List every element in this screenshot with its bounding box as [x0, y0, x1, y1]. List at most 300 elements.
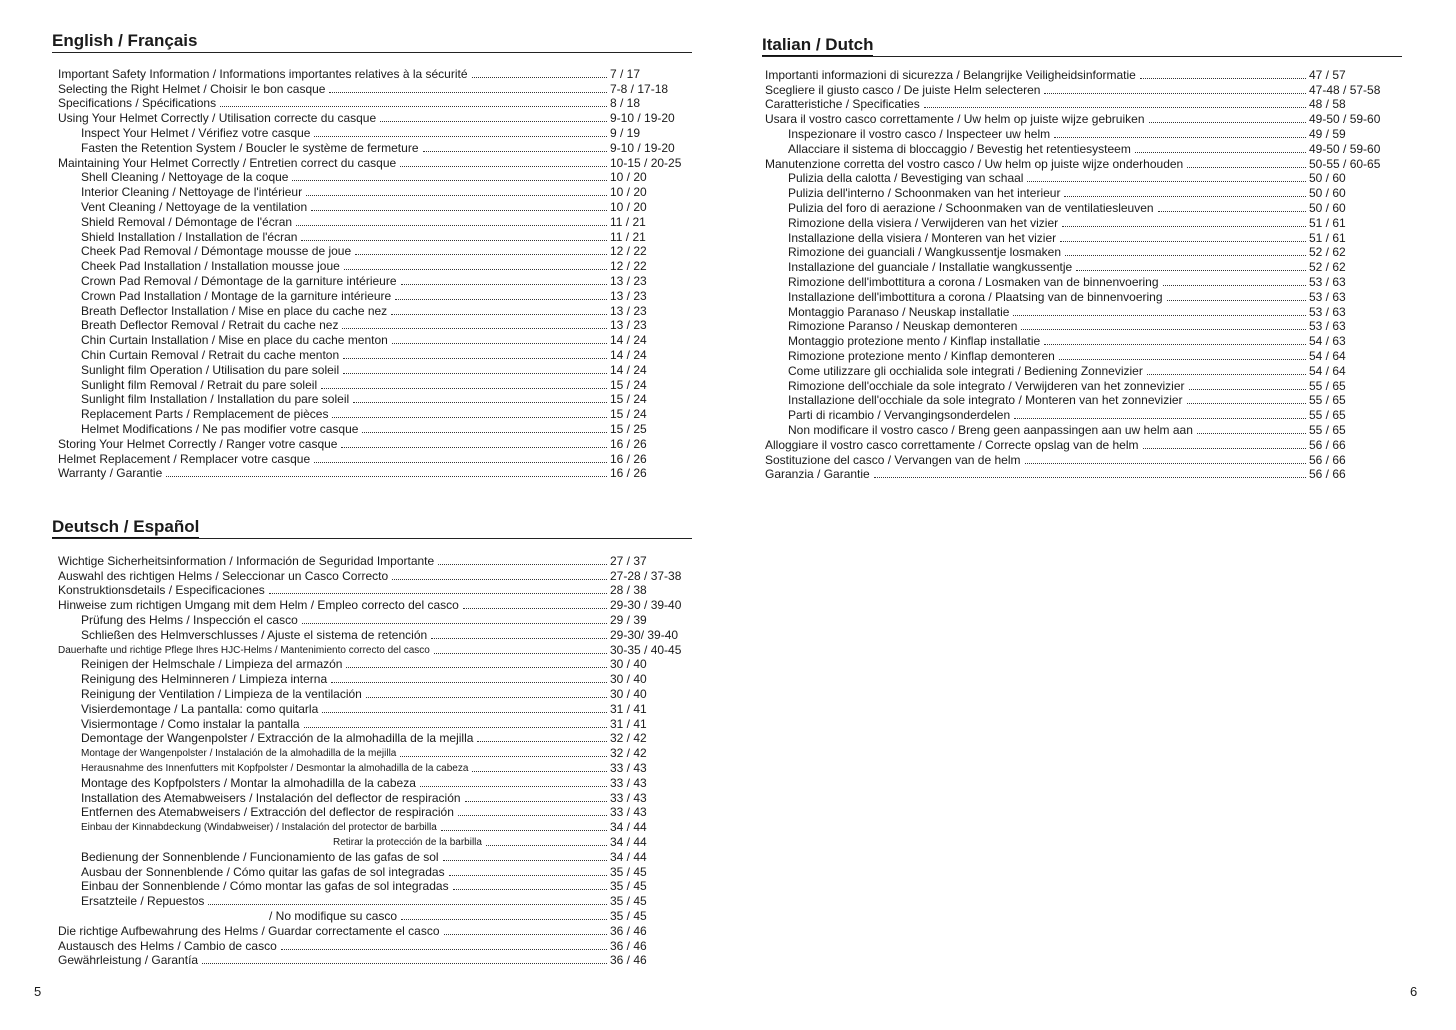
- toc-leader-dots: [281, 949, 607, 950]
- toc-entry-page: 14 / 24: [610, 333, 647, 348]
- toc-entry-label: Non modificare il vostro casco / Breng geen aanpassingen aan uw helm aan: [788, 422, 1193, 437]
- toc-entry: [765, 422, 1397, 437]
- toc-entry: [765, 363, 1397, 378]
- toc-entry-page: 56 / 66: [1309, 437, 1346, 452]
- toc-leader-dots: [472, 77, 607, 78]
- toc-leader-dots: [1044, 344, 1306, 345]
- toc-leader-dots: [366, 697, 607, 698]
- toc-entry-label: Sostituzione del casco / Vervangen van de helm: [765, 452, 1021, 467]
- toc-leader-dots: [343, 373, 607, 374]
- toc-leader-dots: [331, 682, 607, 683]
- toc-leader-dots: [1135, 152, 1306, 153]
- toc-entry-label: Pulizia dell'interno / Schoonmaken van het interieur: [788, 186, 1061, 201]
- toc-entry-page: 33 / 43: [610, 775, 647, 790]
- toc-entry-page: 15 / 24: [610, 377, 647, 392]
- toc-leader-dots: [1147, 374, 1306, 375]
- toc-leader-dots: [391, 314, 607, 315]
- toc-leader-dots: [353, 402, 607, 403]
- toc-leader-dots: [1013, 315, 1306, 316]
- toc-entry: [58, 953, 692, 968]
- toc-entry-label: Sunlight film Installation / Installation du pare soleil: [81, 392, 350, 407]
- toc-leader-dots: [321, 388, 607, 389]
- toc-entry: [765, 467, 1397, 482]
- toc-entry-label: Installazione del guanciale / Installatie wangkussentje: [788, 260, 1073, 275]
- toc-entry: [58, 288, 692, 303]
- toc-entry-label: Maintaining Your Helmet Correctly / Entretien correct du casque: [58, 155, 397, 170]
- toc-entry-label: Inspezionare il vostro casco / Inspecteer uw helm: [788, 126, 1051, 141]
- toc-leader-dots: [1025, 463, 1307, 464]
- toc-entry-label: Einbau der Sonnenblende / Cómo montar las gafas de sol integradas: [81, 879, 449, 894]
- toc-entry-page: 52 / 62: [1309, 245, 1346, 260]
- toc-entry-label: Helmet Modifications / Ne pas modifier votre casque: [81, 421, 359, 436]
- toc-entry: [58, 96, 692, 111]
- toc-leader-dots: [400, 756, 607, 757]
- toc-leader-dots: [296, 225, 607, 226]
- toc-leader-dots: [166, 476, 607, 477]
- toc-entry-page: 33 / 43: [610, 790, 647, 805]
- toc-entry: [58, 451, 692, 466]
- toc-entry: [58, 834, 692, 849]
- toc-entry-label: Inspect Your Helmet / Vérifiez votre casque: [81, 125, 311, 140]
- toc-entry-label: Sunlight film Removal / Retrait du pare soleil: [81, 377, 318, 392]
- toc-entry-label: Selecting the Right Helmet / Choisir le bon casque: [58, 81, 326, 96]
- toc-entry: [58, 760, 692, 775]
- toc-leader-dots: [449, 875, 607, 876]
- toc-entry-page: 16 / 26: [610, 466, 647, 481]
- toc-leader-dots: [400, 166, 607, 167]
- toc-entry-label: Visierdemontage / La pantalla: como quitarla: [81, 701, 319, 716]
- toc-entry: [58, 745, 692, 760]
- toc-entry-label: Shield Removal / Démontage de l'écran: [81, 214, 293, 229]
- toc-entry: [765, 141, 1397, 156]
- toc-entry-page: 33 / 43: [610, 760, 647, 775]
- toc-leader-dots: [441, 830, 607, 831]
- toc-leader-dots: [434, 653, 607, 654]
- toc-list: [58, 553, 692, 967]
- toc-leader-dots: [355, 254, 607, 255]
- toc-leader-dots: [343, 358, 607, 359]
- toc-entry-page: 35 / 45: [610, 864, 647, 879]
- toc-entry-page: 54 / 63: [1309, 334, 1346, 349]
- toc-leader-dots: [362, 432, 607, 433]
- toc-entry: [58, 923, 692, 938]
- toc-leader-dots: [477, 741, 607, 742]
- toc-entry-page: 55 / 65: [1309, 408, 1346, 423]
- toc-leader-dots: [1064, 196, 1306, 197]
- toc-entry-label: Allacciare il sistema di bloccaggio / Bevestig het retentiesysteem: [788, 141, 1131, 156]
- toc-entry-page: 8 / 18: [610, 96, 641, 111]
- toc-entry-label: Cheek Pad Removal / Démontage mousse de joue: [81, 244, 352, 259]
- toc-entry-page: 34 / 44: [610, 834, 647, 849]
- toc-leader-dots: [344, 269, 607, 270]
- toc-entry-label: Importanti informazioni di sicurezza / Belangrijke Veiligheidsinformatie: [765, 67, 1136, 82]
- toc-leader-dots: [1021, 329, 1306, 330]
- toc-entry-label: Helmet Replacement / Remplacer votre casque: [58, 451, 311, 466]
- toc-entry: [58, 938, 692, 953]
- toc-leader-dots: [311, 210, 607, 211]
- toc-entry-label: Schließen des Helmverschlusses / Ajuste el sistema de retención: [81, 627, 428, 642]
- toc-entry: [58, 258, 692, 273]
- toc-entry-page: 52 / 62: [1309, 260, 1346, 275]
- toc-entry-label: Wichtige Sicherheitsinformation / Información de Seguridad Importante: [58, 553, 435, 568]
- toc-entry-page: 15 / 24: [610, 392, 647, 407]
- toc-entry: [58, 125, 692, 140]
- toc-entry: [58, 849, 692, 864]
- toc-entry-page: 54 / 64: [1309, 363, 1346, 378]
- toc-entry-label: Garanzia / Garantie: [765, 467, 870, 482]
- toc-entry: [58, 244, 692, 259]
- toc-entry-label: Retirar la protección de la barbilla: [333, 836, 482, 848]
- toc-entry-label: Storing Your Helmet Correctly / Ranger votre casque: [58, 436, 338, 451]
- toc-entry: [58, 731, 692, 746]
- toc-leader-dots: [1163, 285, 1306, 286]
- toc-leader-dots: [342, 328, 607, 329]
- toc-entry-page: 28 / 38: [610, 583, 647, 598]
- toc-entry: [58, 657, 692, 672]
- toc-entry-page: 11 / 21: [610, 229, 646, 244]
- toc-entry-label: Auswahl des richtigen Helms / Seleccionar un Casco Correcto: [58, 568, 389, 583]
- toc-entry-label: Vent Cleaning / Nettoyage de la ventilation: [81, 199, 308, 214]
- toc-leader-dots: [332, 417, 607, 418]
- toc-entry: [58, 421, 692, 436]
- toc-entry-page: 30-35 / 40-45: [610, 642, 682, 657]
- toc-entry: [765, 348, 1397, 363]
- toc-entry: [58, 155, 692, 170]
- toc-leader-dots: [1054, 137, 1306, 138]
- toc-entry-page: 16 / 26: [610, 436, 647, 451]
- toc-entry: [765, 171, 1397, 186]
- toc-entry-label: Hinweise zum richtigen Umgang mit dem Helm / Empleo correcto del casco: [58, 598, 459, 613]
- toc-entry-page: 9 / 19: [610, 125, 641, 140]
- toc-leader-dots: [924, 107, 1306, 108]
- toc-entry: [58, 170, 692, 185]
- toc-entry: [58, 612, 692, 627]
- toc-entry: [58, 332, 692, 347]
- toc-entry-page: 11 / 21: [610, 214, 646, 229]
- toc-entry: [58, 199, 692, 214]
- toc-entry-page: 33 / 43: [610, 805, 647, 820]
- toc-entry-label: Breath Deflector Installation / Mise en place du cache nez: [81, 303, 388, 318]
- toc-entry-label: Rimozione della visiera / Verwijderen van het vizier: [788, 215, 1059, 230]
- toc-entry: [58, 436, 692, 451]
- toc-entry-page: 14 / 24: [610, 362, 647, 377]
- toc-entry-label: Interior Cleaning / Nettoyage de l'intérieur: [81, 185, 303, 200]
- toc-entry-label: Montaggio Paranaso / Neuskap installatie: [788, 304, 1010, 319]
- toc-entry-label: Dauerhafte und richtige Pflege Ihres HJC-Helms / Mantenimiento correcto del casco: [58, 644, 430, 656]
- toc-entry: [58, 318, 692, 333]
- toc-entry-page: 30 / 40: [610, 657, 647, 672]
- toc-leader-dots: [292, 180, 607, 181]
- toc-entry-page: 32 / 42: [610, 731, 647, 746]
- toc-entry: [765, 215, 1397, 230]
- toc-entry-page: 56 / 66: [1309, 467, 1346, 482]
- toc-leader-dots: [453, 889, 607, 890]
- toc-entry-label: Austausch des Helms / Cambio de casco: [58, 938, 277, 953]
- toc-entry: [58, 362, 692, 377]
- toc-entry-label: Installation des Atemabweisers / Instalación del deflector de respiración: [81, 790, 461, 805]
- toc-entry: [58, 893, 692, 908]
- toc-entry-label: Replacement Parts / Remplacement de pièces: [81, 407, 329, 422]
- toc-leader-dots: [1027, 181, 1306, 182]
- toc-entry-label: Parti di ricambio / Vervangingsonderdelen: [788, 408, 1011, 423]
- toc-entry: [58, 701, 692, 716]
- toc-entry: [765, 200, 1397, 215]
- toc-entry-label: Chin Curtain Installation / Mise en place du cache menton: [81, 333, 388, 348]
- toc-entry-page: 27-28 / 37-38: [610, 568, 682, 583]
- toc-entry: [58, 347, 692, 362]
- toc-entry-page: 36 / 46: [610, 923, 647, 938]
- toc-leader-dots: [463, 608, 607, 609]
- toc-entry: [58, 671, 692, 686]
- toc-leader-dots: [1014, 418, 1306, 419]
- toc-entry: [58, 303, 692, 318]
- toc-entry-page: 54 / 64: [1309, 348, 1346, 363]
- toc-leader-dots: [1189, 389, 1306, 390]
- toc-entry-page: 29 / 39: [610, 612, 647, 627]
- toc-entry-page: 53 / 63: [1309, 289, 1346, 304]
- toc-entry-label: Come utilizzare gli occhialida sole integrati / Bediening Zonnevizier: [788, 363, 1143, 378]
- toc-leader-dots: [1065, 255, 1306, 256]
- toc-entry-label: Fasten the Retention System / Boucler le système de fermeture: [81, 140, 419, 155]
- toc-entry-label: Shell Cleaning / Nettoyage de la coque: [81, 170, 289, 185]
- toc-leader-dots: [220, 106, 607, 107]
- toc-entry: [765, 289, 1397, 304]
- toc-leader-dots: [329, 92, 607, 93]
- toc-entry-page: 10 / 20: [610, 185, 647, 200]
- toc-entry-page: 13 / 23: [610, 288, 647, 303]
- toc-leader-dots: [874, 477, 1306, 478]
- section-title: English / Français: [52, 31, 198, 50]
- toc-entry-label: Using Your Helmet Correctly / Utilisation correcte du casque: [58, 111, 377, 126]
- toc-leader-dots: [401, 284, 608, 285]
- toc-entry-page: 14 / 24: [610, 347, 647, 362]
- toc-entry: [58, 553, 692, 568]
- toc-entry: [58, 184, 692, 199]
- toc-entry-page: 15 / 25: [610, 421, 647, 436]
- toc-entry-label: Crown Pad Removal / Démontage de la garniture intérieure: [81, 273, 397, 288]
- toc-entry-page: 55 / 65: [1309, 422, 1346, 437]
- toc-entry-page: 31 / 41: [610, 716, 647, 731]
- toc-entry-page: 49 / 59: [1309, 126, 1346, 141]
- toc-entry-page: 13 / 23: [610, 318, 647, 333]
- toc-entry-page: 51 / 61: [1309, 230, 1346, 245]
- toc-entry-label: Breath Deflector Removal / Retrait du cache nez: [81, 318, 339, 333]
- toc-entry: [765, 230, 1397, 245]
- toc-leader-dots: [1158, 211, 1306, 212]
- toc-entry-label: Warranty / Garantie: [58, 466, 163, 481]
- toc-leader-dots: [1187, 167, 1306, 168]
- toc-entry-label: Reinigung des Helminneren / Limpieza interna: [81, 672, 328, 687]
- toc-entry-page: 7-8 / 17-18: [610, 81, 669, 96]
- toc-entry-page: 47-48 / 57-58: [1309, 82, 1381, 97]
- toc-leader-dots: [1197, 433, 1306, 434]
- toc-leader-dots: [1062, 226, 1306, 227]
- toc-entry-label: Installazione dell'occhiale da sole integrato / Monteren van het zonnevizier: [788, 393, 1183, 408]
- toc-entry-label: Scegliere il giusto casco / De juiste Helm selecteren: [765, 82, 1041, 97]
- toc-leader-dots: [322, 712, 607, 713]
- toc-entry-page: 9-10 / 19-20: [610, 111, 675, 126]
- toc-entry-page: 36 / 46: [610, 953, 647, 968]
- toc-entry-label: Pulizia del foro di aerazione / Schoonmaken van de ventilatiesleuven: [788, 200, 1154, 215]
- section-title: Italian / Dutch: [762, 35, 873, 57]
- toc-entry: [765, 156, 1397, 171]
- toc-entry-page: 50 / 60: [1309, 171, 1346, 186]
- toc-entry-label: Montaggio protezione mento / Kinflap installatie: [788, 334, 1041, 349]
- toc-entry-label: / No modifique su casco: [269, 908, 398, 923]
- toc-entry: [58, 864, 692, 879]
- toc-entry: [765, 407, 1397, 422]
- toc-entry-label: Specifications / Spécifications: [58, 96, 217, 111]
- toc-entry-label: Demontage der Wangenpolster / Extracción de la almohadilla de la mejilla: [81, 731, 474, 746]
- toc-entry-label: Gewährleistung / Garantía: [58, 953, 199, 968]
- toc-entry-label: Visiermontage / Como instalar la pantalla: [81, 716, 300, 731]
- toc-entry-page: 50-55 / 60-65: [1309, 156, 1381, 171]
- toc-entry: [765, 111, 1397, 126]
- toc-leader-dots: [1149, 122, 1307, 123]
- toc-entry: [58, 377, 692, 392]
- toc-entry-label: Ersatzteile / Repuestos: [81, 894, 205, 909]
- toc-entry-page: 30 / 40: [610, 686, 647, 701]
- toc-leader-dots: [472, 771, 607, 772]
- section-divider: [762, 56, 1402, 57]
- toc-leader-dots: [1060, 241, 1306, 242]
- toc-entry-page: 31 / 41: [610, 701, 647, 716]
- toc-leader-dots: [269, 593, 607, 594]
- toc-entry: [58, 568, 692, 583]
- toc-leader-dots: [1076, 270, 1306, 271]
- toc-entry-page: 16 / 26: [610, 451, 647, 466]
- toc-entry: [58, 214, 692, 229]
- toc-entry-page: 7 / 17: [610, 66, 641, 81]
- toc-entry: [765, 245, 1397, 260]
- toc-entry-page: 35 / 45: [610, 894, 647, 909]
- toc-entry-label: Shield Installation / Installation de l'écran: [81, 229, 298, 244]
- toc-entry-page: 53 / 63: [1309, 304, 1346, 319]
- toc-leader-dots: [443, 860, 607, 861]
- toc-entry: [765, 259, 1397, 274]
- toc-leader-dots: [444, 934, 607, 935]
- toc-leader-dots: [465, 801, 607, 802]
- toc-entry-label: Cheek Pad Installation / Installation mousse joue: [81, 259, 340, 274]
- toc-entry: [58, 273, 692, 288]
- toc-entry-page: 27 / 37: [610, 553, 647, 568]
- toc-entry-label: Rimozione protezione mento / Kinflap demonteren: [788, 348, 1055, 363]
- toc-entry-page: 51 / 61: [1309, 215, 1346, 230]
- toc-entry: [765, 67, 1397, 82]
- toc-entry-page: 50 / 60: [1309, 186, 1346, 201]
- toc-entry-label: Rimozione dell'imbottitura a corona / Losmaken van de binnenvoering: [788, 274, 1159, 289]
- toc-entry-label: Entfernen des Atemabweisers / Extracción del deflector de respiración: [81, 805, 454, 820]
- toc-entry: [765, 304, 1397, 319]
- section-divider: [52, 538, 692, 539]
- toc-entry-label: Installazione della visiera / Monteren van het vizier: [788, 230, 1057, 245]
- toc-entry-label: Herausnahme des Innenfutters mit Kopfpolster / Desmontar la almohadilla de la cabeza: [81, 762, 469, 774]
- toc-leader-dots: [341, 447, 607, 448]
- toc-entry-label: Pulizia della calotta / Bevestiging van schaal: [788, 171, 1024, 186]
- toc-entry-page: 55 / 65: [1309, 393, 1346, 408]
- toc-entry-label: Usara il vostro casco correttamente / Uw helm op juiste wijze gebruiken: [765, 112, 1145, 127]
- toc-entry: [58, 140, 692, 155]
- toc-entry-label: Crown Pad Installation / Montage de la garniture intérieure: [81, 288, 392, 303]
- toc-entry: [58, 642, 692, 657]
- toc-entry: [765, 393, 1397, 408]
- toc-entry-page: 10 / 20: [610, 199, 647, 214]
- toc-list: [58, 66, 692, 480]
- toc-list: [765, 67, 1397, 481]
- toc-entry-label: Bedienung der Sonnenblende / Funcionamiento de las gafas de sol: [81, 849, 439, 864]
- toc-entry: [58, 686, 692, 701]
- toc-leader-dots: [302, 623, 607, 624]
- toc-entry: [58, 908, 692, 923]
- toc-entry: [765, 274, 1397, 289]
- toc-entry-label: Manutenzione corretta del vostro casco / Uw helm op juiste wijze onderhouden: [765, 156, 1184, 171]
- toc-entry-page: 53 / 63: [1309, 319, 1346, 334]
- toc-entry-page: 15 / 24: [610, 407, 647, 422]
- toc-entry-label: Caratteristiche / Specificaties: [765, 97, 920, 112]
- toc-entry: [765, 185, 1397, 200]
- toc-entry-page: 10 / 20: [610, 170, 647, 185]
- toc-leader-dots: [392, 579, 607, 580]
- toc-entry: [58, 716, 692, 731]
- toc-entry: [58, 81, 692, 96]
- toc-entry-label: Montage des Kopfpolsters / Montar la almohadilla de la cabeza: [81, 775, 416, 790]
- toc-entry-label: Reinigung der Ventilation / Limpieza de la ventilación: [81, 686, 362, 701]
- toc-leader-dots: [314, 462, 607, 463]
- toc-leader-dots: [208, 904, 607, 905]
- toc-leader-dots: [301, 240, 607, 241]
- toc-entry-page: 55 / 65: [1309, 378, 1346, 393]
- toc-entry: [765, 97, 1397, 112]
- toc-entry-page: 32 / 42: [610, 746, 647, 761]
- toc-entry-page: 50 / 60: [1309, 200, 1346, 215]
- toc-entry: [58, 790, 692, 805]
- toc-entry-label: Rimozione Paranso / Neuskap demonteren: [788, 319, 1018, 334]
- toc-entry: [58, 406, 692, 421]
- section-english-french: [52, 31, 692, 486]
- toc-leader-dots: [420, 786, 607, 787]
- toc-leader-dots: [438, 564, 607, 565]
- toc-leader-dots: [431, 638, 607, 639]
- toc-entry-page: 13 / 23: [610, 273, 647, 288]
- page-number-left: 5: [34, 984, 42, 999]
- toc-entry-label: Rimozione dell'occhiale da sole integrato / Verwijderen van het zonnevizier: [788, 378, 1185, 393]
- toc-entry-page: 29-30/ 39-40: [610, 627, 679, 642]
- toc-entry-label: Konstruktionsdetails / Especificaciones: [58, 583, 265, 598]
- toc-entry: [765, 319, 1397, 334]
- toc-leader-dots: [1143, 448, 1306, 449]
- toc-entry-label: Sunlight film Operation / Utilisation du pare soleil: [81, 362, 340, 377]
- toc-entry-label: Reinigen der Helmschale / Limpieza del armazón: [81, 657, 343, 672]
- toc-leader-dots: [458, 815, 607, 816]
- toc-entry-page: 9-10 / 19-20: [610, 140, 675, 155]
- toc-entry-page: 12 / 22: [610, 259, 647, 274]
- section-title: Deutsch / Español: [52, 517, 199, 539]
- toc-entry: [765, 452, 1397, 467]
- toc-leader-dots: [380, 121, 607, 122]
- toc-entry-label: Alloggiare il vostro casco correttamente / Correcte opslag van de helm: [765, 437, 1139, 452]
- toc-entry-page: 34 / 44: [610, 849, 647, 864]
- toc-entry-page: 36 / 46: [610, 938, 647, 953]
- toc-leader-dots: [1059, 359, 1306, 360]
- toc-entry-page: 35 / 45: [610, 879, 647, 894]
- toc-entry: [765, 126, 1397, 141]
- toc-leader-dots: [1140, 78, 1306, 79]
- section-italian-dutch: [762, 35, 1402, 490]
- toc-entry: [58, 805, 692, 820]
- toc-entry: [765, 378, 1397, 393]
- toc-entry: [58, 819, 692, 834]
- toc-entry: [765, 333, 1397, 348]
